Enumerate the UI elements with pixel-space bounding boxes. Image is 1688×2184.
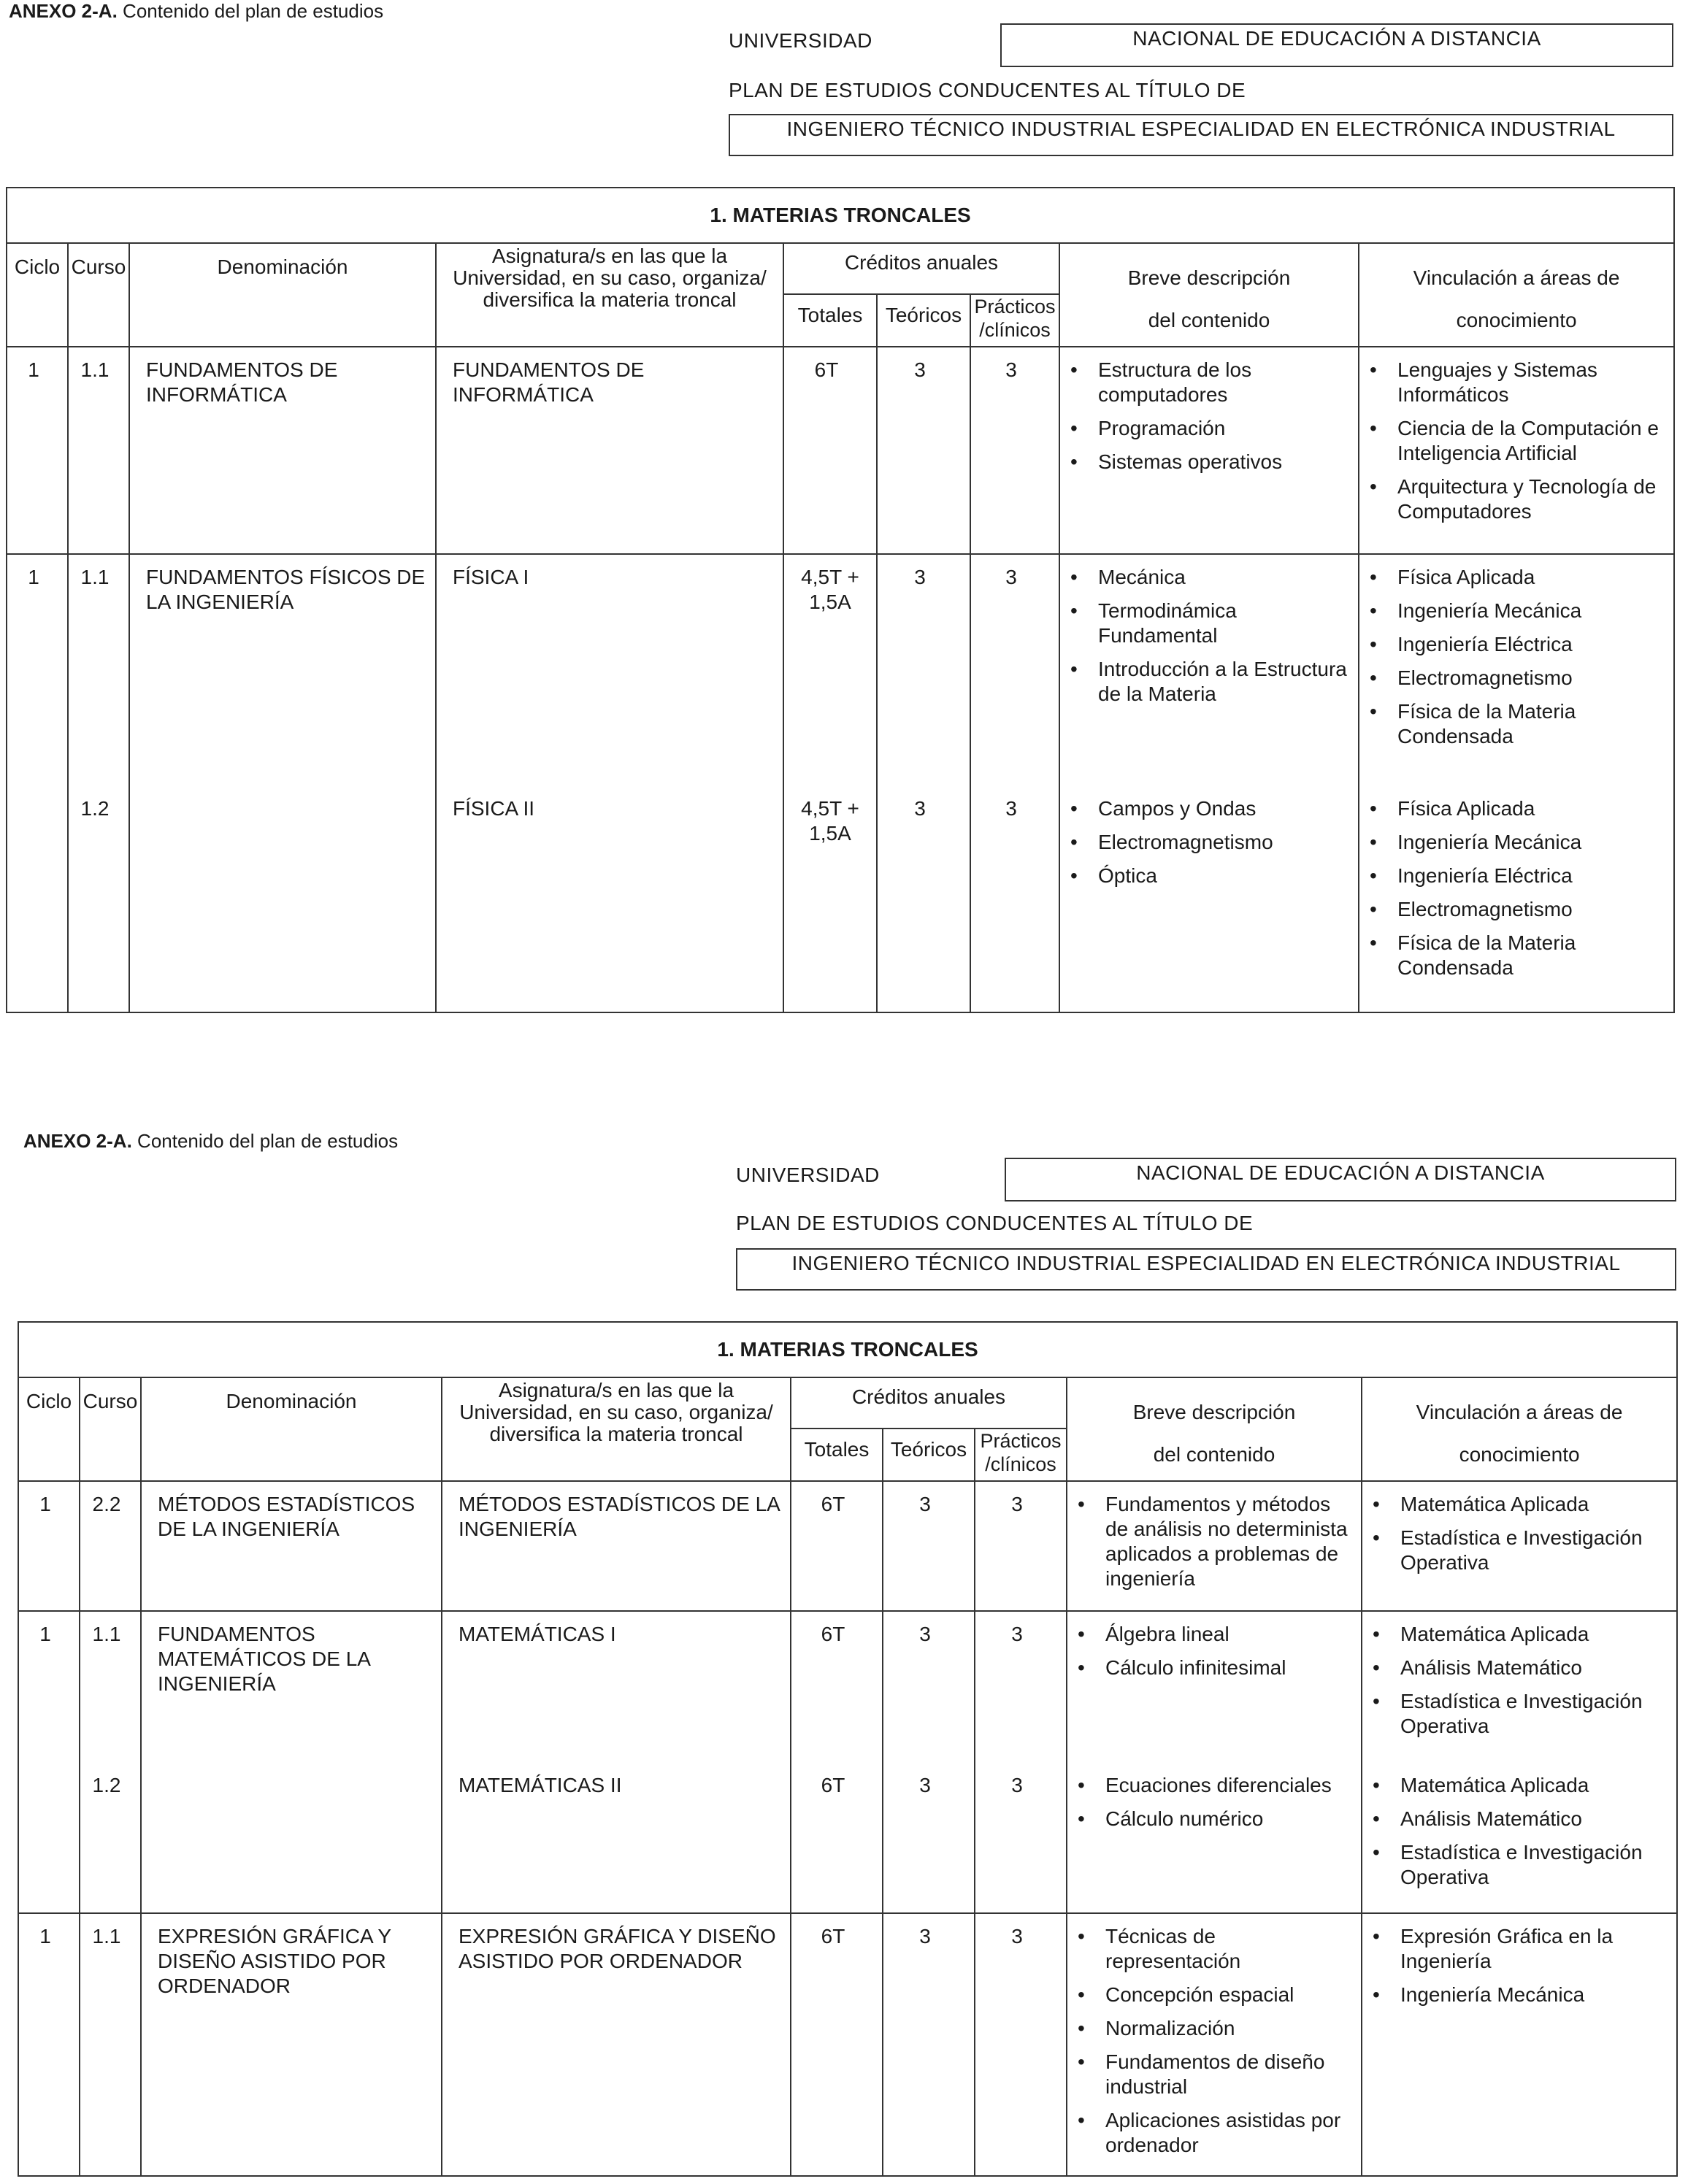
cell-ciclo: 1 [18, 1913, 80, 2176]
cell-practicos: 3 [970, 347, 1059, 554]
table-row [18, 1913, 1677, 2176]
cell-curso: 1.1 [68, 554, 129, 786]
header-curso: Curso [68, 243, 129, 347]
list-item: • Física Aplicada [1362, 565, 1666, 590]
list-item: • Programación [1063, 416, 1351, 441]
cell-totales: 6T [791, 1913, 883, 2176]
table-row [18, 1611, 1677, 1763]
cell-curso: 1.1 [80, 1913, 141, 2176]
cell-denominacion: MÉTODOS ESTADÍSTICOS DE LA INGENIERÍA [141, 1481, 442, 1611]
header-ciclo: Ciclo [18, 1377, 80, 1481]
cell-denominacion: FUNDAMENTOS MATEMÁTICOS DE LA INGENIERÍA [141, 1611, 442, 1763]
list-item: • Análisis Matemático [1365, 1656, 1669, 1680]
list-item: • Ingeniería Mecánica [1365, 1983, 1669, 2007]
cell-practicos: 3 [970, 554, 1059, 786]
header-practicos: Prácticos /clínicos [970, 294, 1059, 347]
descripcion-list [1063, 565, 1351, 707]
vinculacion-list [1362, 565, 1666, 749]
cell-ciclo: 1 [7, 347, 68, 554]
table-row [7, 347, 1674, 554]
universidad-label: UNIVERSIDAD [736, 1164, 880, 1186]
cell-denominacion: FUNDAMENTOS DE INFORMÁTICA [129, 347, 436, 554]
cell-asignatura: EXPRESIÓN GRÁFICA Y DISEÑO ASISTIDO POR ORDENADOR [442, 1913, 791, 2176]
list-item: • Sistemas operativos [1063, 450, 1351, 474]
cell-curso: 1.2 [68, 786, 129, 1012]
list-item: • Introducción a la Estructura de la Materia [1063, 657, 1351, 707]
cell-totales: 6T [791, 1763, 883, 1913]
header-teoricos: Teóricos [883, 1429, 975, 1481]
list-item: • Estructura de los computadores [1063, 358, 1351, 407]
vinculacion-list [1362, 358, 1666, 524]
annex-text: Contenido del plan de estudios [123, 0, 384, 22]
cell-teoricos: 3 [877, 347, 970, 554]
header-asignatura: Asignatura/s en las que la Universidad, en su caso, organiza/ diversifica la materia troncal [442, 1377, 791, 1481]
titulo-value: INGENIERO TÉCNICO INDUSTRIAL ESPECIALIDAD EN ELECTRÓNICA INDUSTRIAL [736, 1248, 1676, 1291]
cell-totales: 6T [791, 1611, 883, 1763]
cell-ciclo [7, 786, 68, 1012]
cell-practicos: 3 [975, 1913, 1067, 2176]
cell-totales: 6T [791, 1481, 883, 1611]
annex-text: Contenido del plan de estudios [137, 1130, 399, 1152]
header-teoricos: Teóricos [877, 294, 970, 347]
header-descripcion: Breve descripción del contenido [1059, 243, 1359, 347]
cell-asignatura: FUNDAMENTOS DE INFORMÁTICA [436, 347, 783, 554]
cell-ciclo: 1 [18, 1611, 80, 1763]
cell-curso: 1.1 [80, 1611, 141, 1763]
cell-teoricos: 3 [883, 1913, 975, 2176]
materias-table [6, 187, 1675, 1013]
materias-table [18, 1321, 1678, 2177]
cell-practicos: 3 [970, 786, 1059, 1012]
list-item: • Concepción espacial [1070, 1983, 1354, 2007]
cell-teoricos: 3 [883, 1611, 975, 1763]
cell-denominacion: FUNDAMENTOS FÍSICOS DE LA INGENIERÍA [129, 554, 436, 786]
cell-practicos: 3 [975, 1481, 1067, 1611]
header-asignatura: Asignatura/s en las que la Universidad, en su caso, organiza/ diversifica la materia troncal [436, 243, 783, 347]
cell-ciclo [18, 1763, 80, 1913]
list-item: • Mecánica [1063, 565, 1351, 590]
list-item: • Termodinámica Fundamental [1063, 599, 1351, 648]
list-item: • Lenguajes y Sistemas Informáticos [1362, 358, 1666, 407]
list-item: • Física Aplicada [1362, 796, 1666, 821]
header-denominacion: Denominación [141, 1377, 442, 1481]
vinculacion-list [1362, 796, 1666, 980]
cell-denominacion [141, 1763, 442, 1913]
vinculacion-list [1365, 1622, 1669, 1739]
universidad-value: NACIONAL DE EDUCACIÓN A DISTANCIA [1005, 1158, 1676, 1201]
cell-asignatura: FÍSICA II [436, 786, 783, 1012]
cell-ciclo: 1 [7, 554, 68, 786]
cell-totales: 4,5T + 1,5A [783, 786, 877, 1012]
vinculacion-list [1365, 1773, 1669, 1890]
header-curso: Curso [80, 1377, 141, 1481]
cell-teoricos: 3 [883, 1763, 975, 1913]
cell-denominacion [129, 786, 436, 1012]
header-creditos: Créditos anuales [783, 243, 1059, 294]
descripcion-list [1070, 1622, 1354, 1680]
table-row [7, 554, 1674, 786]
plan-label: PLAN DE ESTUDIOS CONDUCENTES AL TÍTULO DE [736, 1212, 1254, 1234]
cell-asignatura: MATEMÁTICAS I [442, 1611, 791, 1763]
header-practicos: Prácticos /clínicos [975, 1429, 1067, 1481]
table-row [18, 1481, 1677, 1611]
cell-practicos: 3 [975, 1611, 1067, 1763]
header-totales: Totales [791, 1429, 883, 1481]
annex-heading [9, 0, 383, 23]
section-title: 1. MATERIAS TRONCALES [7, 188, 1674, 243]
plan-label: PLAN DE ESTUDIOS CONDUCENTES AL TÍTULO DE [729, 79, 1246, 101]
table-row [7, 786, 1674, 1012]
cell-curso: 2.2 [80, 1481, 141, 1611]
annex-label: ANEXO 2-A. [23, 1130, 132, 1152]
list-item: • Física de la Materia Condensada [1362, 931, 1666, 980]
vinculacion-list [1365, 1924, 1669, 2007]
titulo-value: INGENIERO TÉCNICO INDUSTRIAL ESPECIALIDAD EN ELECTRÓNICA INDUSTRIAL [729, 114, 1673, 156]
header-denominacion: Denominación [129, 243, 436, 347]
table-row [18, 1763, 1677, 1913]
list-item: • Matemática Aplicada [1365, 1622, 1669, 1647]
annex-label: ANEXO 2-A. [9, 0, 118, 22]
list-item: • Ingeniería Mecánica [1362, 599, 1666, 623]
header-totales: Totales [783, 294, 877, 347]
list-item: • Estadística e Investigación Operativa [1365, 1689, 1669, 1739]
universidad-value: NACIONAL DE EDUCACIÓN A DISTANCIA [1000, 23, 1673, 67]
list-item: • Álgebra lineal [1070, 1622, 1354, 1647]
header-vinculacion: Vinculación a áreas de conocimiento [1362, 1377, 1677, 1481]
list-item: • Técnicas de representación [1070, 1924, 1354, 1974]
descripcion-list [1070, 1492, 1354, 1591]
list-item: • Matemática Aplicada [1365, 1773, 1669, 1798]
list-item: • Cálculo infinitesimal [1070, 1656, 1354, 1680]
descripcion-list [1070, 1924, 1354, 2158]
cell-totales: 6T [783, 347, 877, 554]
descripcion-list [1063, 796, 1351, 888]
cell-asignatura: MÉTODOS ESTADÍSTICOS DE LA INGENIERÍA [442, 1481, 791, 1611]
list-item: • Estadística e Investigación Operativa [1365, 1526, 1669, 1575]
list-item: • Fundamentos y métodos de análisis no determinista aplicados a problemas de ingeniería [1070, 1492, 1354, 1591]
universidad-label: UNIVERSIDAD [729, 29, 872, 52]
list-item: • Ingeniería Eléctrica [1362, 632, 1666, 657]
header-vinculacion: Vinculación a áreas de conocimiento [1359, 243, 1674, 347]
header-ciclo: Ciclo [7, 243, 68, 347]
cell-asignatura: FÍSICA I [436, 554, 783, 786]
cell-asignatura: MATEMÁTICAS II [442, 1763, 791, 1913]
list-item: • Estadística e Investigación Operativa [1365, 1840, 1669, 1890]
annex-heading [23, 1130, 398, 1153]
cell-denominacion: EXPRESIÓN GRÁFICA Y DISEÑO ASISTIDO POR ORDENADOR [141, 1913, 442, 2176]
section-title: 1. MATERIAS TRONCALES [18, 1322, 1677, 1377]
list-item: • Ingeniería Mecánica [1362, 830, 1666, 855]
cell-teoricos: 3 [883, 1481, 975, 1611]
cell-teoricos: 3 [877, 554, 970, 786]
list-item: • Física de la Materia Condensada [1362, 699, 1666, 749]
descripcion-list [1070, 1773, 1354, 1831]
list-item: • Cálculo numérico [1070, 1807, 1354, 1831]
list-item: • Óptica [1063, 864, 1351, 888]
cell-totales: 4,5T + 1,5A [783, 554, 877, 786]
header-creditos: Créditos anuales [791, 1377, 1067, 1429]
list-item: • Ciencia de la Computación e Inteligencia Artificial [1362, 416, 1666, 466]
list-item: • Aplicaciones asistidas por ordenador [1070, 2108, 1354, 2158]
list-item: • Electromagnetismo [1063, 830, 1351, 855]
cell-curso: 1.2 [80, 1763, 141, 1913]
cell-practicos: 3 [975, 1763, 1067, 1913]
list-item: • Ingeniería Eléctrica [1362, 864, 1666, 888]
list-item: • Arquitectura y Tecnología de Computadores [1362, 474, 1666, 524]
list-item: • Expresión Gráfica en la Ingeniería [1365, 1924, 1669, 1974]
header-descripcion: Breve descripción del contenido [1067, 1377, 1362, 1481]
list-item: • Ecuaciones diferenciales [1070, 1773, 1354, 1798]
list-item: • Matemática Aplicada [1365, 1492, 1669, 1517]
vinculacion-list [1365, 1492, 1669, 1575]
list-item: • Electromagnetismo [1362, 666, 1666, 691]
cell-curso: 1.1 [68, 347, 129, 554]
list-item: • Análisis Matemático [1365, 1807, 1669, 1831]
descripcion-list [1063, 358, 1351, 474]
list-item: • Normalización [1070, 2016, 1354, 2041]
list-item: • Campos y Ondas [1063, 796, 1351, 821]
list-item: • Electromagnetismo [1362, 897, 1666, 922]
cell-ciclo: 1 [18, 1481, 80, 1611]
list-item: • Fundamentos de diseño industrial [1070, 2050, 1354, 2099]
cell-teoricos: 3 [877, 786, 970, 1012]
